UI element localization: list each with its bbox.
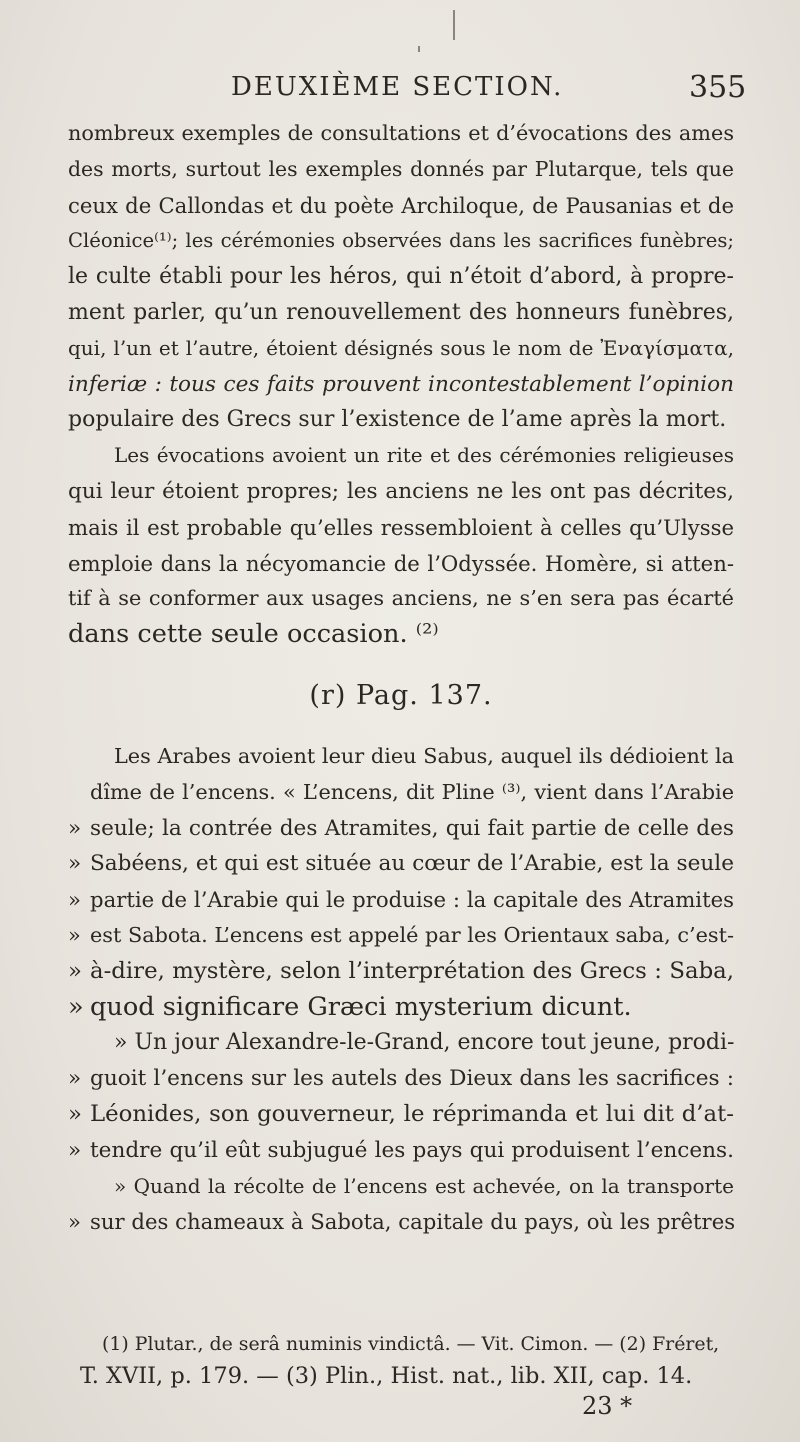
text-line (68, 954, 734, 990)
running-title: DEUXIÈME SECTION. (231, 72, 564, 102)
quote-mark: » (68, 1137, 82, 1163)
line-text: tendre qu’il eût subjugué les pays qui produisent l’encens. (90, 1137, 734, 1163)
line-text: sur des chameaux à Sabota, capitale du pays, où les prêtres (90, 1209, 736, 1235)
text-line (68, 846, 734, 882)
text-line (68, 739, 734, 775)
ink-speck (418, 46, 420, 52)
text-line: le culte établi pour les héros, qui n’étoit d’abord, à propre- (68, 264, 734, 290)
text-line: inferiæ : tous ces faits prouvent incontestablement l’opinion (68, 371, 734, 397)
text-line: emploie dans la nécyomancie de l’Odyssée. Homère, si atten- (68, 550, 734, 576)
line-text: est Sabota. L’encens est appelé par les Orientaux saba, c’est- (90, 922, 734, 947)
line-text: à-dire, mystère, selon l’interprétation des Grecs : Saba, (90, 957, 734, 984)
footnote-line: T. XVII, p. 179. — (3) Plin., Hist. nat., lib. XII, cap. 14. (80, 1363, 693, 1389)
text-line: Les évocations avoient un rite et des cérémonies religieuses (114, 443, 734, 468)
ink-speck (453, 10, 455, 40)
quote-mark: » (68, 851, 82, 877)
line-text: dîme de l’encens. « L’encens, dit Pline ⁽³⁾, vient dans l’Arabie (90, 779, 734, 804)
line-text: Sabéens, et qui est située au cœur de l’Arabie, est la seule (90, 851, 734, 877)
text-line (68, 918, 734, 954)
text-line: qui, l’un et l’autre, étoient désignés sous le nom de Ἐναγίσματα, (68, 335, 734, 360)
section-heading: (r) Pag. 137. (309, 679, 493, 711)
line-text: quod significare Græci mysterium dicunt. (90, 991, 632, 1022)
text-line: populaire des Grecs sur l’existence de l’ame après la mort. (68, 407, 727, 433)
text-line: mais il est probable qu’elles ressembloient à celles qu’Ulysse (68, 514, 734, 540)
line-text: seule; la contrée des Atramites, qui fait partie de celle des (90, 815, 734, 841)
text-line (68, 1133, 734, 1169)
footnote-line: (1) Plutar., de serâ numinis vindictâ. — Vit. Cimon. — (2) Fréret, (102, 1333, 720, 1355)
text-line (68, 1097, 734, 1133)
text-line: dans cette seule occasion. ⁽²⁾ (68, 619, 439, 650)
line-text: partie de l’Arabie qui le produise : la capitale des Atramites (90, 887, 734, 913)
line-text: guoit l’encens sur les autels des Dieux dans les sacrifices : (90, 1066, 734, 1092)
signature-mark: 23 * (582, 1392, 633, 1420)
text-line (68, 882, 734, 918)
quote-mark: » (68, 887, 81, 913)
text-line: qui leur étoient propres; les anciens ne les ont pas décrites, (68, 478, 734, 504)
footnotes (80, 1328, 730, 1392)
text-line: ceux de Callondas et du poète Archiloque, de Pausanias et de (68, 192, 734, 218)
text-line (68, 1025, 734, 1061)
paragraph-3 (68, 739, 734, 1240)
quote-mark: » (68, 1066, 82, 1092)
quote-mark: » (68, 957, 82, 984)
line-text: » Quand la récolte de l’encens est achevée, on la transporte (114, 1173, 734, 1198)
text-line: nombreux exemples de consultations et d’évocations des ames (68, 121, 734, 145)
text-line (68, 1204, 734, 1240)
text-line: tif à se conformer aux usages anciens, ne s’en sera pas écarté (68, 586, 734, 611)
quote-mark: » (68, 815, 82, 841)
text-line: Cléonice⁽¹⁾; les cérémonies observées dans les sacrifices funèbres; (68, 229, 734, 253)
page-header (0, 72, 800, 112)
line-text: Léonides, son gouverneur, le réprimanda et lui dit d’at- (90, 1100, 734, 1127)
text-line (68, 990, 734, 1026)
text-line: ment parler, qu’un renouvellement des honneurs funèbres, (68, 299, 734, 325)
line-text: Les Arabes avoient leur dieu Sabus, auquel ils dédioient la (114, 743, 734, 768)
text-line: des morts, surtout les exemples donnés par Plutarque, tels que (68, 156, 734, 181)
quote-mark: » (68, 1209, 81, 1235)
paragraph-1 (68, 116, 734, 438)
page-number: 355 (689, 70, 747, 105)
quote-mark: » (68, 991, 84, 1022)
line-text: » Un jour Alexandre-le-Grand, encore tout jeune, prodi- (114, 1030, 735, 1056)
quote-mark: » (68, 922, 81, 947)
text-line (68, 811, 734, 847)
paragraph-2 (68, 438, 734, 653)
body-text (68, 116, 734, 1240)
text-line (68, 1061, 734, 1097)
text-line (68, 775, 734, 811)
quote-mark: » (68, 1100, 82, 1127)
text-line (68, 1169, 734, 1205)
